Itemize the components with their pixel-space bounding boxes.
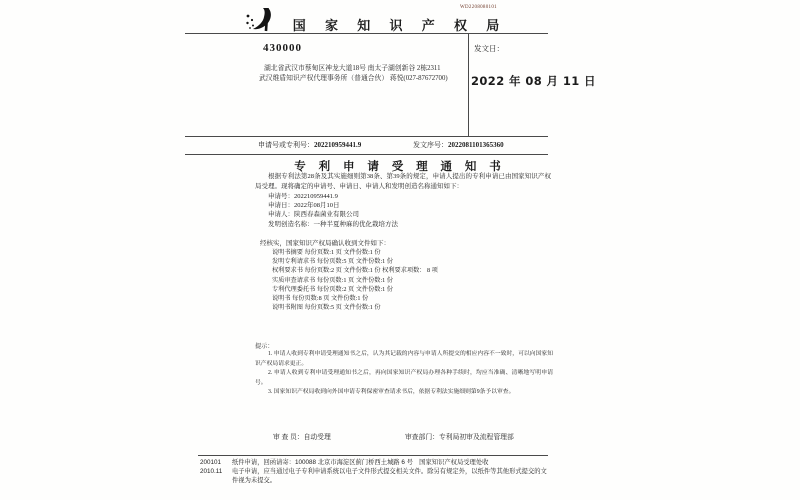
examiner-value: 自动受理 <box>303 434 331 441</box>
department-value: 专利局初审及流程管理部 <box>438 434 514 441</box>
field-invention-title: 发明创造名称：一种半夏种麻的优化栽培方法 <box>268 220 398 228</box>
agency-title: 国 家 知 识 产 权 局 <box>292 18 508 33</box>
examiner-label: 审 查 员： <box>273 434 304 441</box>
document-list-item: 说明书摘要 每份页数:1 页 文件份数:1 份 <box>272 249 381 256</box>
recipient-address-line1: 湖北省武汉市蔡甸区神龙大道18号 南太子湖创新谷 2栋2311 <box>264 65 441 72</box>
footer-divider <box>198 455 548 456</box>
header-divider <box>185 33 548 34</box>
footer-paper-line: 纸件申请，回函请寄：100088 北京市海淀区蓟门桥西土城路 6 号 国家知识产权局受理处收 <box>232 459 489 466</box>
date-box-divider <box>468 33 469 136</box>
document-list-item: 发明专利请求书 每份页数:5 页 文件份数:1 份 <box>272 258 393 266</box>
document-list-item: 说明书 每份页数:8 页 文件份数:1 份 <box>272 295 369 303</box>
notice-title: 专 利 申 请 受 理 通 知 书 <box>294 161 506 173</box>
serial-number-row <box>413 140 504 150</box>
field-application-number: 申请号：202210959441.9 <box>268 193 338 200</box>
footer-electronic-line: 电子申请，应当通过电子专利申请系统以电子文件形式提交相关文件。除另有规定外，以纸件等其他形式提交的文件视为未提交。 <box>232 468 547 484</box>
notes-title: 提示： <box>255 343 274 350</box>
meta-row-top-divider <box>185 136 548 137</box>
form-version: 2010.11 <box>200 468 223 475</box>
document-list-item: 权利要求书 每份页数:2 页 文件份数:1 份 权利要求项数： 8 项 <box>272 267 438 275</box>
note-item: 3. 国家知识产权局收到向外国申请专利保密审查请求书后，依据专利法实施细则第9条予以审查。 <box>268 389 515 395</box>
department-row <box>405 431 514 441</box>
form-code: 200101 <box>200 459 222 466</box>
recipient-address-line2: 武汉维盾知识产权代理事务所（普通合伙） 蒋悦(027-87672700) <box>259 75 448 82</box>
field-applicant: 申请人：陕西春森菌业有限公司 <box>268 211 359 219</box>
intro-paragraph: 根据专利法第28条及其实施细则第38条、第39条的规定，申请人提出的专利申请已由国家知识产权局受理。现将确定的申请号、申请日、申请人和发明创造名称通知如下： <box>255 173 551 190</box>
note-item: 2. 申请人收到专利申请受理通知书之后，再向国家知识产权局办理各种手续时，均应当准确、清晰地写明申请号。 <box>255 370 553 386</box>
document-list-item: 说明书附图 每份页数:5 页 文件份数:1 份 <box>272 304 381 312</box>
application-number-value: 202210959441.9 <box>314 141 362 149</box>
application-fields <box>268 192 398 229</box>
application-number-row <box>258 140 361 150</box>
note-item: 1. 申请人收到专利申请受理通知书之后，认为其记载的内容与申请人所提交的相应内容不一致时，可以向国家知识产权局请求更正。 <box>255 351 553 367</box>
serial-number-value: 2022081101365360 <box>448 141 504 149</box>
confirmation-line: 经核实，国家知识产权局确认收到文件如下： <box>260 240 390 247</box>
cnipa-logo-icon <box>244 7 278 32</box>
received-documents-list <box>272 248 438 312</box>
document-code: WD2208080101 <box>460 5 497 10</box>
department-label: 审查部门： <box>405 434 439 441</box>
examiner-row <box>273 431 331 441</box>
serial-number-label: 发文序号： <box>413 141 448 149</box>
meta-row-bottom-divider <box>185 154 548 155</box>
dispatch-date-label: 发文日： <box>474 44 504 53</box>
postal-code: 430000 <box>263 42 302 54</box>
dispatch-date-value: 2022 年 08 月 11 日 <box>471 74 596 88</box>
notes-list <box>255 350 553 398</box>
field-filing-date: 申请日：2022年08月10日 <box>268 202 340 210</box>
application-number-label: 申请号或专利号： <box>258 141 314 149</box>
document-list-item: 专利代理委托书 每份页数:2 页 文件份数:1 份 <box>272 285 393 293</box>
document-list-item: 实质审查请求书 每份页数:1 页 文件份数:1 份 <box>272 276 393 284</box>
